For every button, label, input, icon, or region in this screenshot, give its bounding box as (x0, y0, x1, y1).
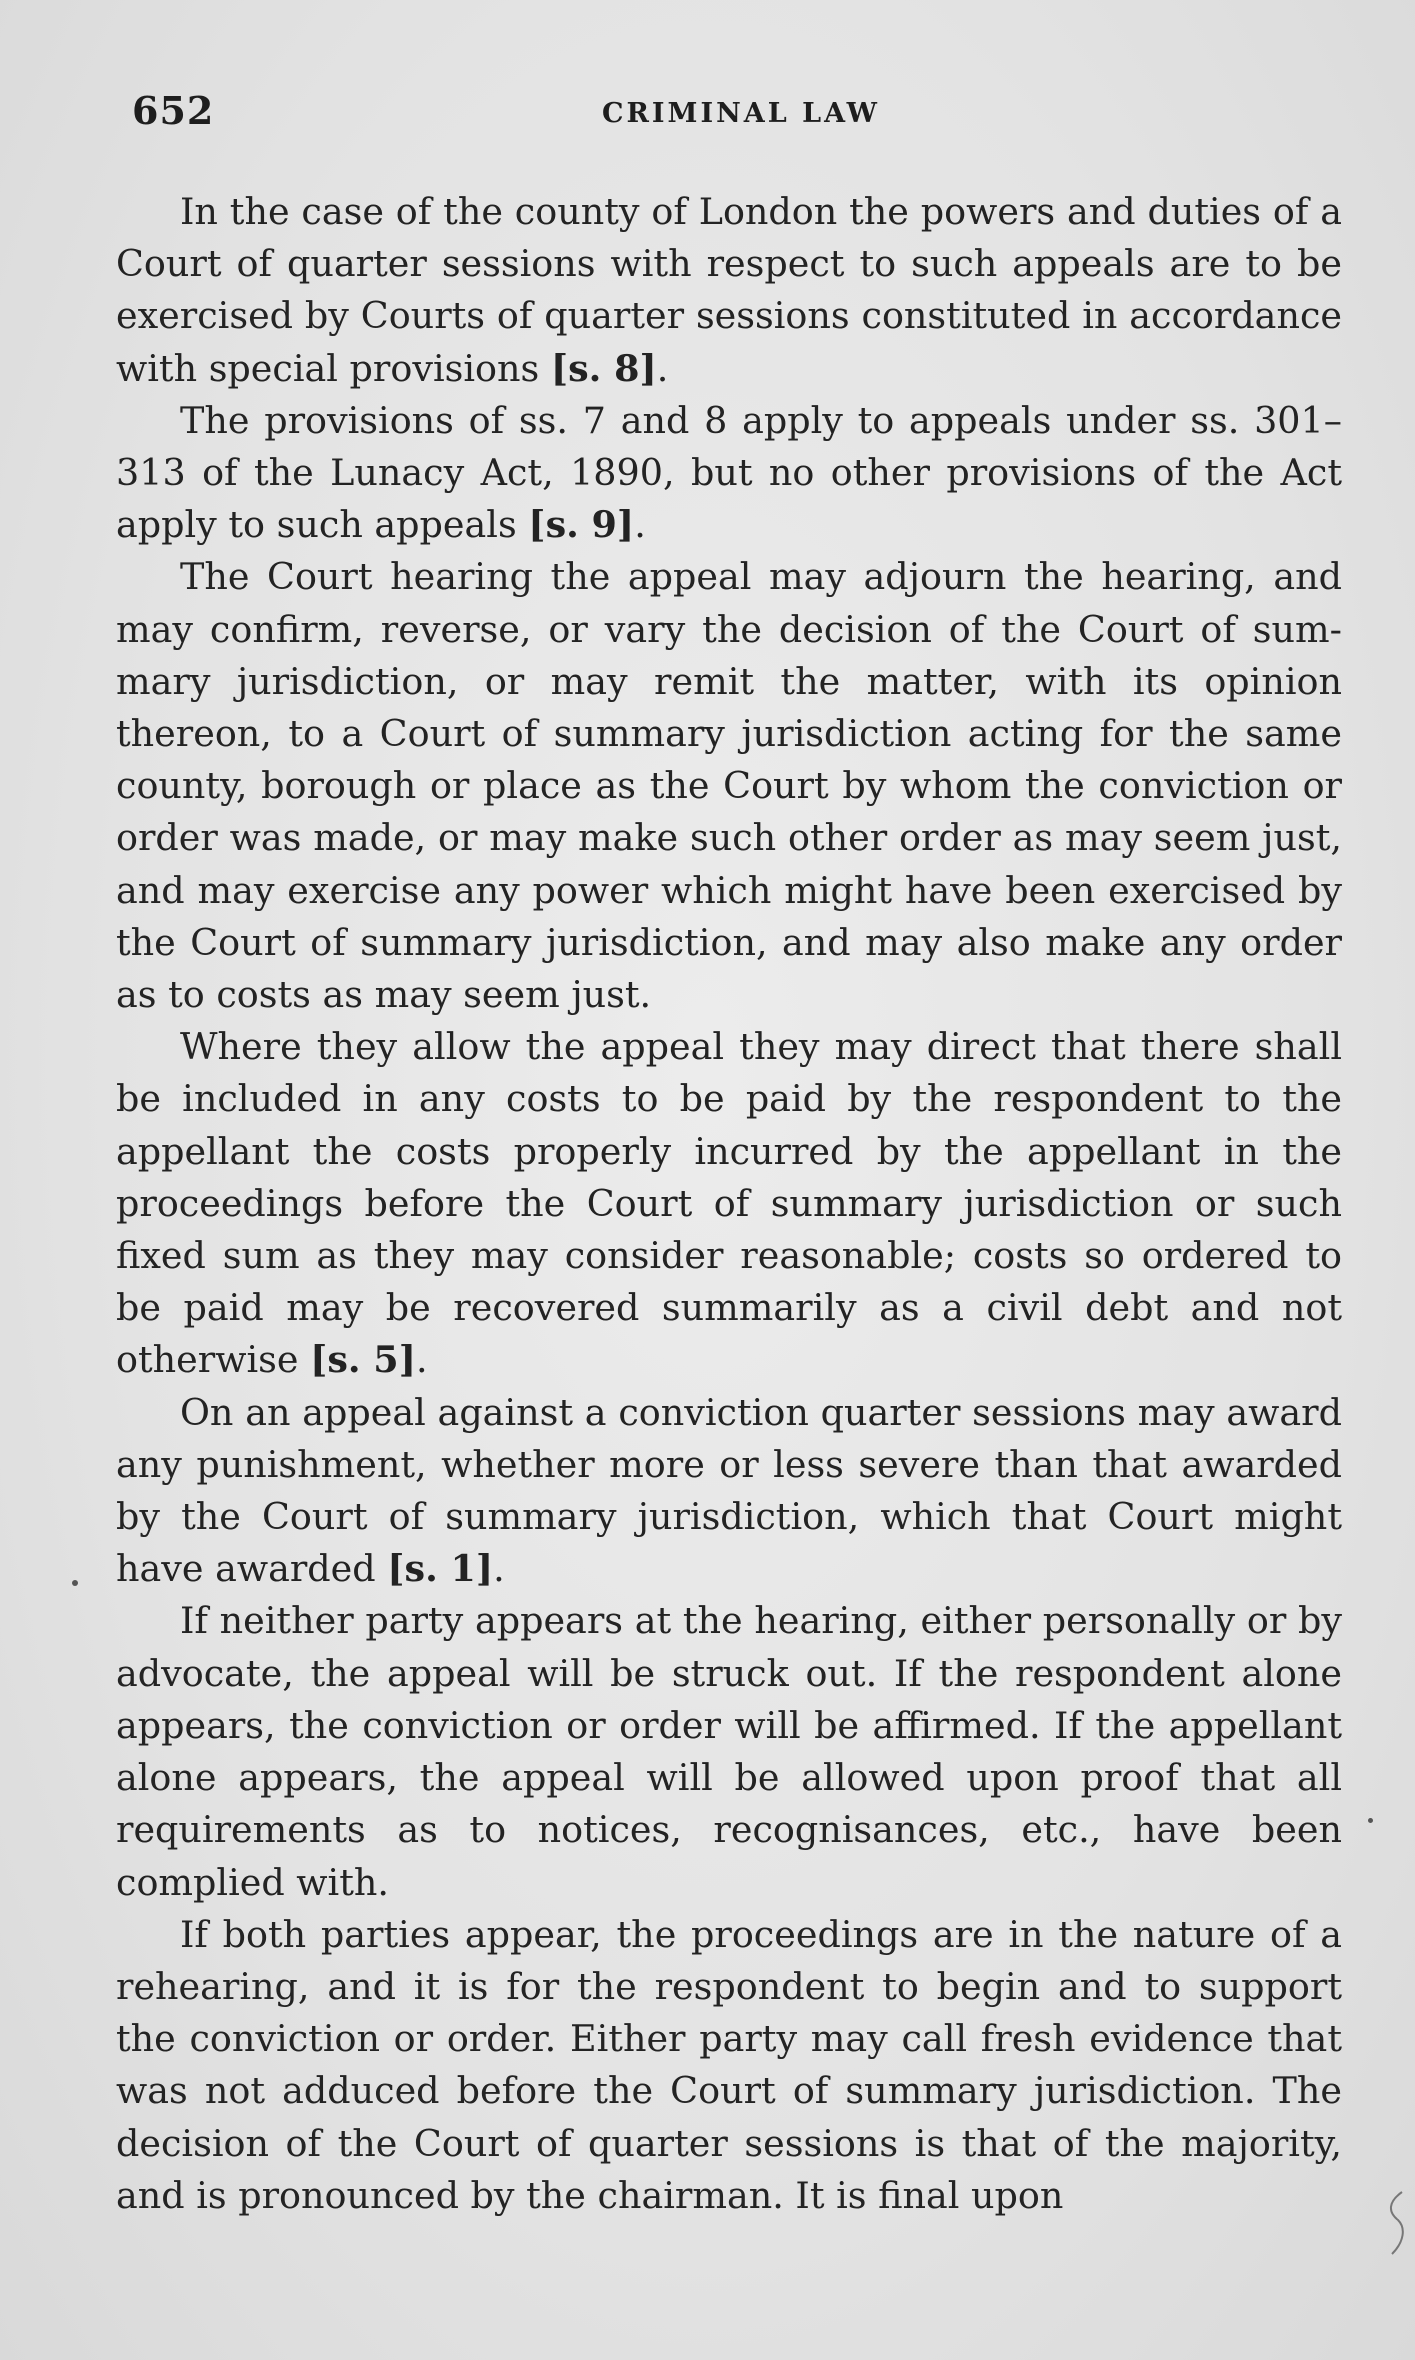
paragraph-end: . (415, 1338, 428, 1382)
section-reference: [s. 1] (387, 1547, 494, 1591)
page-edge-mark-icon (1384, 2190, 1408, 2258)
paragraph-text: In the case of the county of London the powers and duties of a Court of quarter sessions with respect to such appeals are to be exercised by Courts of quarter sessions constituted in accordance with special provisions (116, 190, 1342, 390)
paragraph-text: The Court hearing the appeal may adjourn the hearing, and may confirm, reverse, or vary the decision of the Court of summary jurisdiction, or may remit the matter, with its opinion thereon, to a Court of summary jurisdiction acting for the same county, borough or place as the Court by whom the conviction or order was made, or may make such other order as may seem just, and may exercise any power which might have been exercised by the Court of summary jurisdiction, and may also make any order as to costs as may seem just. (116, 555, 1342, 1017)
paragraph (116, 1909, 1342, 2222)
section-reference: [s. 5] (310, 1338, 416, 1382)
paragraph (116, 1387, 1342, 1596)
paragraph (116, 1595, 1342, 1908)
section-reference: [s. 8] (550, 346, 657, 390)
paragraph-end: . (634, 503, 646, 547)
paragraph (116, 551, 1342, 1021)
ink-speck (72, 1580, 78, 1586)
paragraph-end: . (656, 346, 669, 390)
running-title: CRIMINAL LAW (602, 98, 880, 129)
paragraph-text: On an appeal against a conviction quarter sessions may award any punishment, whether more or less severe than that awarded by the Court of summary jurisdiction, which that Court might have awarded (116, 1390, 1342, 1591)
page-header (132, 88, 1342, 148)
section-reference: [s. 9] (528, 503, 635, 547)
paragraph-text: Where they allow the appeal they may direct that there shall be included in any costs to be paid by the respondent to the appellant the costs properly incurred by the appellant in the proceedings before the Court of summary jurisdiction or such fixed sum as they may consider reasonable; costs so ordered to be paid may be recovered summarily as a civil debt and not otherwise (116, 1025, 1342, 1382)
paragraph (116, 395, 1342, 552)
paragraph-end: . (493, 1547, 505, 1591)
paragraph-text: If both parties appear, the proceedings are in the nature of a rehearing, and it is for the respondent to begin and to support the conviction or order. Either party may call fresh evidence that was not adduced before the Court of summary jurisdiction. The decision of the Court of quarter sessions is that of the majority, and is pronounced by the chairman. It is final upon (116, 1912, 1342, 2217)
paragraph (116, 1021, 1342, 1386)
paragraph (116, 186, 1342, 395)
ink-speck (1368, 1818, 1373, 1823)
page-number: 652 (132, 88, 215, 133)
paragraph-text: The provisions of ss. 7 and 8 apply to appeals under ss. 301–313 of the Lunacy Act, 1890, but no other provisions of the Act apply to such appeals (116, 398, 1342, 547)
body-text (116, 186, 1342, 2222)
paragraph-text: If neither party appears at the hearing, either personally or by advocate, the appeal will be struck out. If the respondent alone appears, the conviction or order will be affirmed. If the appellant alone appears, the appeal will be allowed upon proof that all requirements as to notices, recognisances, etc., have been complied with. (116, 1599, 1342, 1904)
